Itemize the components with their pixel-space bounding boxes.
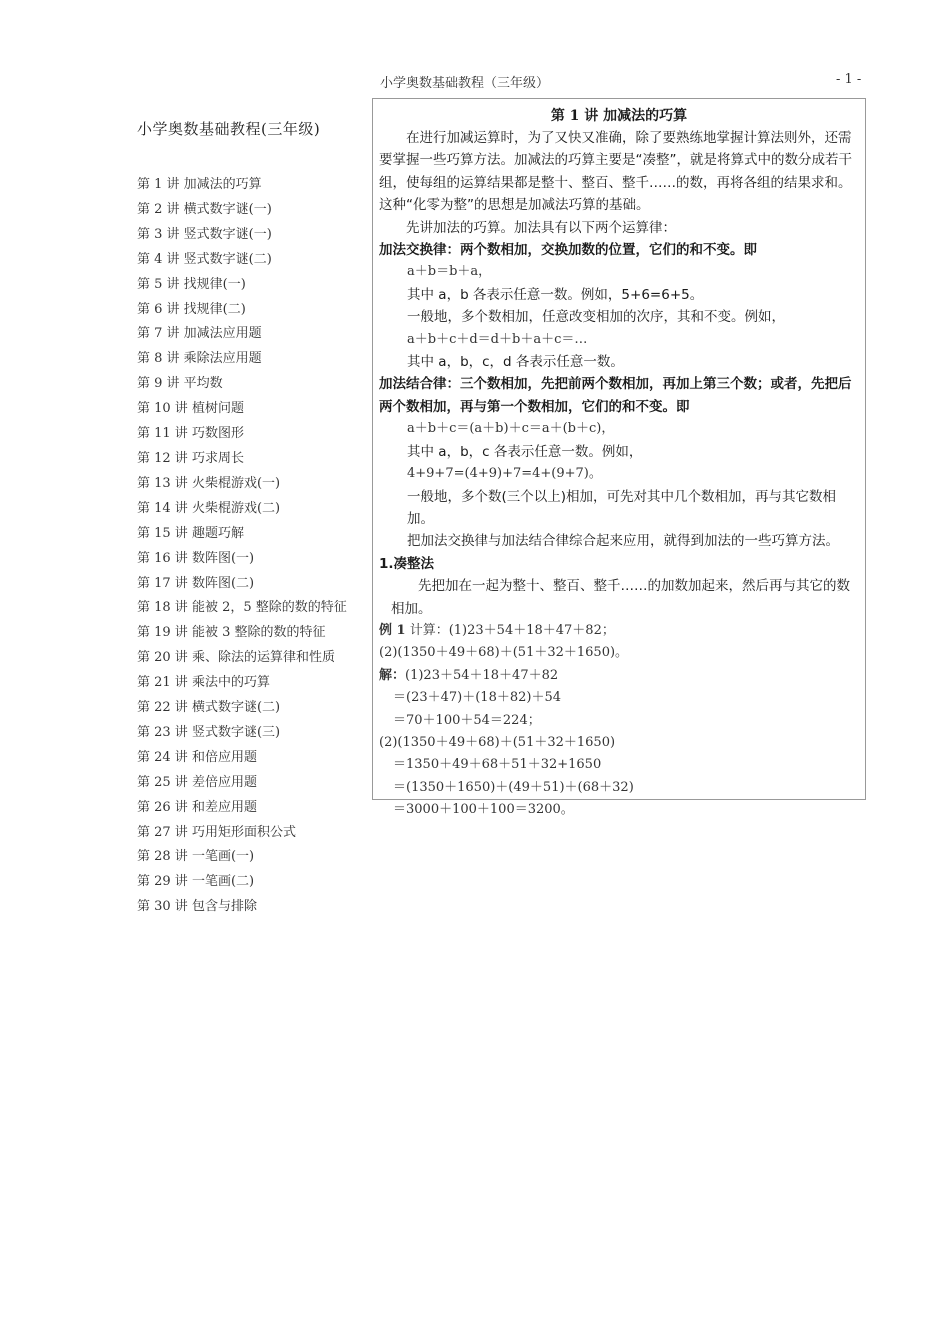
toc-item: 第 7 讲 加减法应用题 <box>137 326 262 342</box>
commutative-formula: a＋b＝b＋a， <box>407 264 492 280</box>
commutative-general: 一般地，多个数相加，任意改变相加的次序，其和不变。例如， <box>407 309 785 326</box>
toc-item: 第 13 讲 火柴棍游戏(一) <box>137 475 281 491</box>
toc-item: 第 18 讲 能被 2，5 整除的数的特征 <box>137 600 347 616</box>
associative-where: 其中 a，b，c 各表示任意一数。例如， <box>407 443 643 460</box>
solution-line-6: ＝(1350＋1650)＋(49＋51)＋(68＋32) <box>393 779 634 795</box>
toc-item: 第 22 讲 横式数字谜(二) <box>137 700 281 716</box>
solution-line-3: ＝70＋100＋54＝224； <box>393 712 541 728</box>
example-1-q1-text: 计算：(1)23＋54＋18＋47＋82； <box>409 622 615 638</box>
toc-item: 第 20 讲 乘、除法的运算律和性质 <box>137 650 335 666</box>
toc-item: 第 1 讲 加减法的巧算 <box>137 177 262 192</box>
toc-item: 第 8 讲 乘除法应用题 <box>137 351 262 367</box>
toc-item: 第 27 讲 巧用矩形面积公式 <box>137 824 296 840</box>
solution-line-4: (2)(1350＋49＋68)＋(51＋32＋1650) <box>379 734 616 750</box>
commutative-formula-2: a＋b＋c＋d＝d＋b＋a＋c＝… <box>407 331 588 347</box>
toc-item: 第 12 讲 巧求周长 <box>137 450 244 466</box>
associative-example: 4+9+7=(4+9)+7=4+(9+7)。 <box>407 466 602 482</box>
toc-item: 第 5 讲 找规律(一) <box>137 276 246 292</box>
example-1-label: 例 1 <box>379 622 406 638</box>
associative-general: 一般地，多个数(三个以上)相加，可先对其中几个数相加，再与其它数相加。 <box>407 488 837 527</box>
associative-formula: a＋b＋c＝(a＋b)＋c＝a＋(b＋c)， <box>407 421 615 437</box>
example-1-question-1 <box>379 620 859 642</box>
associative-law: 加法结合律：三个数相加，先把前两个数相加，再加上第三个数；或者，先把后两个数相加，再与第一个数相加，它们的和不变。即 <box>379 376 852 415</box>
intro-paragraph: 在进行加减运算时，为了又快又准确，除了要熟练地掌握计算法则外，还需要掌握一些巧算方法。加减法的巧算主要是“凑整”，就是将算式中的数分成若干组，使每组的运算结果都是整十、整百、整千……的数，再将各组的结果求和。这种“化零为整”的思想是加减法巧算的基础。 <box>379 130 852 214</box>
toc-item: 第 24 讲 和倍应用题 <box>137 749 257 765</box>
toc-item: 第 14 讲 火柴棍游戏(二) <box>137 500 281 516</box>
lesson-title: 第 1 讲 加减法的巧算 <box>550 108 688 124</box>
toc-item: 第 3 讲 竖式数字谜(一) <box>137 226 272 242</box>
solution-block <box>379 665 859 822</box>
toc-item: 第 29 讲 一笔画(二) <box>137 874 255 890</box>
commutative-where: 其中 a，b 各表示任意一数。例如，5+6=6+5。 <box>407 286 704 303</box>
toc-item: 第 21 讲 乘法中的巧算 <box>137 675 270 691</box>
table-of-contents <box>137 118 352 920</box>
laws-intro: 先讲加法的巧算。加法具有以下两个运算律： <box>406 219 676 236</box>
solution-line-7: ＝3000＋100＋100＝3200。 <box>393 802 574 818</box>
toc-item: 第 26 讲 和差应用题 <box>137 799 257 815</box>
page-header-title: 小学奥数基础教程（三年级） <box>380 76 550 91</box>
method-1-title: 1.凑整法 <box>379 555 435 572</box>
toc-item: 第 25 讲 差倍应用题 <box>137 774 257 790</box>
solution-label: 解： <box>379 667 406 683</box>
toc-item: 第 23 讲 竖式数字谜(三) <box>137 724 281 740</box>
commutative-where-2: 其中 a，b，c，d 各表示任意一数。 <box>407 354 624 371</box>
toc-item: 第 9 讲 平均数 <box>137 376 223 392</box>
commutative-law: 加法交换律：两个数相加，交换加数的位置，它们的和不变。即 <box>379 242 757 259</box>
toc-item: 第 17 讲 数阵图(二) <box>137 575 255 591</box>
page-number: - 1 - <box>836 72 862 87</box>
toc-item: 第 19 讲 能被 3 整除的数的特征 <box>137 625 326 641</box>
toc-item: 第 11 讲 巧数图形 <box>137 426 244 442</box>
solution-line-1 <box>379 665 859 687</box>
toc-item: 第 15 讲 趣题巧解 <box>137 525 244 541</box>
solution-line-2: ＝(23＋47)＋(18＋82)＋54 <box>393 690 561 706</box>
combined-laws: 把加法交换律与加法结合律综合起来应用，就得到加法的一些巧算方法。 <box>407 533 839 550</box>
method-1-text: 先把加在一起为整十、整百、整千……的加数加起来，然后再与其它的数相加。 <box>391 578 850 617</box>
solution-line-1-text: (1)23＋54＋18＋47＋82 <box>405 667 559 683</box>
toc-item: 第 10 讲 植树问题 <box>137 401 244 417</box>
toc-item: 第 16 讲 数阵图(一) <box>137 550 255 566</box>
toc-item: 第 2 讲 横式数字谜(一) <box>137 201 272 217</box>
lesson-content <box>372 98 866 818</box>
toc-item: 第 30 讲 包含与排除 <box>137 899 257 915</box>
toc-item: 第 4 讲 竖式数字谜(二) <box>137 251 272 267</box>
toc-list <box>137 173 352 920</box>
solution-line-5: ＝1350＋49＋68＋51＋32+1650 <box>393 757 602 773</box>
toc-item: 第 6 讲 找规律(二) <box>137 301 246 317</box>
example-1-question-2: (2)(1350＋49＋68)＋(51＋32＋1650)。 <box>379 645 629 661</box>
toc-title: 小学奥数基础教程(三年级) <box>137 120 321 138</box>
toc-item: 第 28 讲 一笔画(一) <box>137 849 255 865</box>
